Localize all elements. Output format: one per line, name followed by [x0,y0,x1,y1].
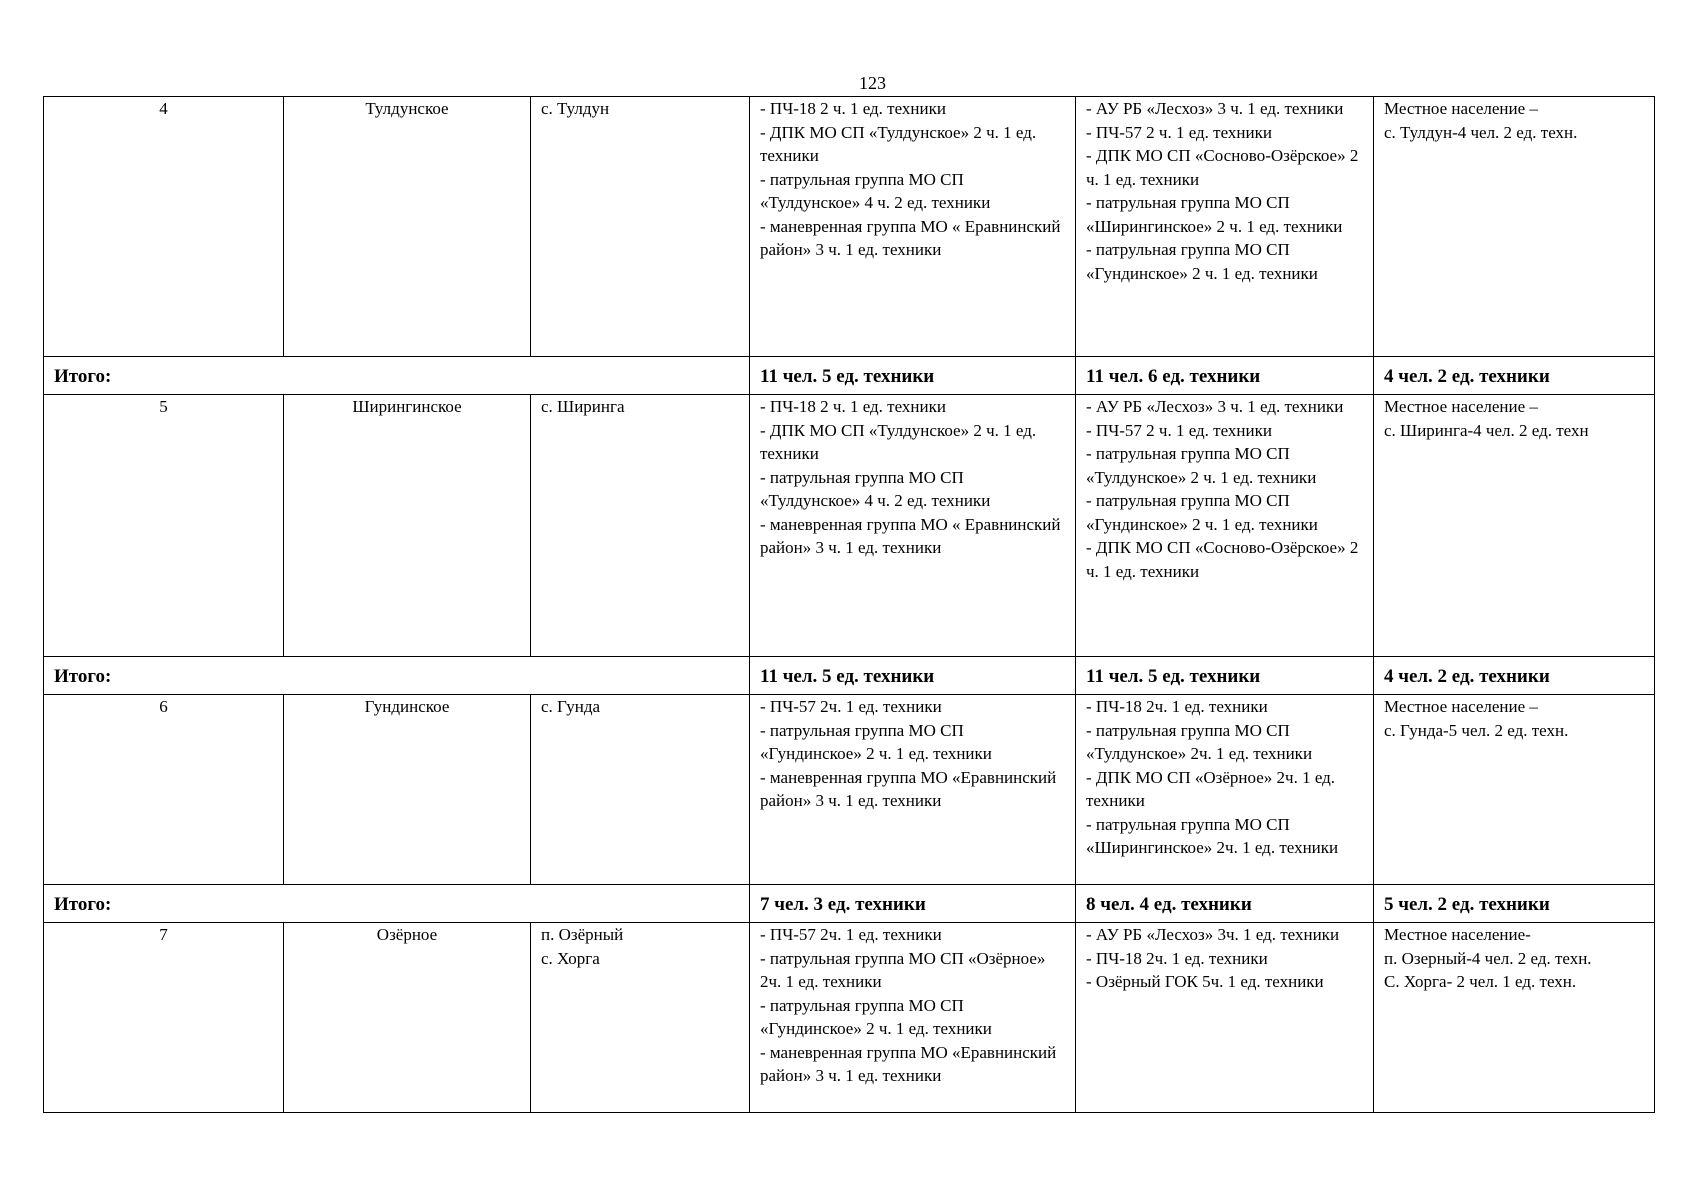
total-population: 4 чел. 2 ед. техники [1374,357,1655,395]
forces-table [43,96,1655,1113]
total-secondary: 8 чел. 4 ед. техники [1076,885,1374,923]
forces-primary-cell: - ПЧ-57 2ч. 1 ед. техники - патрульная группа МО СП «Озёрное» 2ч. 1 ед. техники - патрульная группа МО СП «Гундинское» 2 ч. 1 ед. техники - маневренная группа МО «Еравнинский район» 3 ч. 1 ед. техники [750,923,1076,1113]
row-number: 5 [44,395,284,657]
total-secondary: 11 чел. 5 ед. техники [1076,657,1374,695]
forces-secondary-cell: - ПЧ-18 2ч. 1 ед. техники - патрульная группа МО СП «Тулдунское» 2ч. 1 ед. техники - ДПК МО СП «Озёрное» 2ч. 1 ед. техники - патрульная группа МО СП «Ширингинское» 2ч. 1 ед. техники [1076,695,1374,885]
forces-primary-cell: - ПЧ-18 2 ч. 1 ед. техники - ДПК МО СП «Тулдунское» 2 ч. 1 ед. техники - патрульная группа МО СП «Тулдунское» 4 ч. 2 ед. техники - маневренная группа МО « Еравнинский район» 3 ч. 1 ед. техники [750,97,1076,357]
municipality-name: Ширингинское [284,395,531,657]
municipality-name: Гундинское [284,695,531,885]
settlement: с. Гунда [541,697,601,716]
population-cell: Местное население – с. Тулдун-4 чел. 2 ед. техн. [1374,97,1655,357]
total-primary: 7 чел. 3 ед. техники [750,885,1076,923]
page-number: 123 [859,73,886,93]
settlement: с. Тулдун [541,99,610,118]
settlements-cell [531,923,750,1113]
row-number: 6 [44,695,284,885]
population-cell: Местное население – с. Гунда-5 чел. 2 ед. техн. [1374,695,1655,885]
total-secondary: 11 чел. 6 ед. техники [1076,357,1374,395]
municipality-name: Тулдунское [284,97,531,357]
row-number: 7 [44,923,284,1113]
settlement: с. Ширинга [541,397,625,416]
settlements-cell [531,97,750,357]
total-label: Итого: [44,657,750,695]
total-row [44,357,1655,395]
municipality-name: Озёрное [284,923,531,1113]
settlements-cell [531,695,750,885]
total-population: 4 чел. 2 ед. техники [1374,657,1655,695]
total-population: 5 чел. 2 ед. техники [1374,885,1655,923]
settlement: с. Хорга [541,948,600,968]
total-primary: 11 чел. 5 ед. техники [750,357,1076,395]
forces-primary-cell: - ПЧ-18 2 ч. 1 ед. техники - ДПК МО СП «Тулдунское» 2 ч. 1 ед. техники - патрульная группа МО СП «Тулдунское» 4 ч. 2 ед. техники - маневренная группа МО « Еравнинский район» 3 ч. 1 ед. техники [750,395,1076,657]
population-cell: Местное население – с. Ширинга-4 чел. 2 ед. техн [1374,395,1655,657]
table-row [44,395,1655,657]
table-row [44,923,1655,1113]
forces-primary-cell: - ПЧ-57 2ч. 1 ед. техники - патрульная группа МО СП «Гундинское» 2 ч. 1 ед. техники - маневренная группа МО «Еравнинский район» 3 ч. 1 ед. техники [750,695,1076,885]
settlement: п. Озёрный [541,925,624,944]
total-row [44,885,1655,923]
total-label: Итого: [44,357,750,395]
settlements-cell [531,395,750,657]
table-row [44,695,1655,885]
row-number: 4 [44,97,284,357]
forces-secondary-cell: - АУ РБ «Лесхоз» 3 ч. 1 ед. техники - ПЧ-57 2 ч. 1 ед. техники - ДПК МО СП «Сосново-Озёрское» 2 ч. 1 ед. техники - патрульная группа МО СП «Ширингинское» 2 ч. 1 ед. техники - патрульная группа МО СП «Гундинское» 2 ч. 1 ед. техники [1076,97,1374,357]
forces-secondary-cell: - АУ РБ «Лесхоз» 3ч. 1 ед. техники - ПЧ-18 2ч. 1 ед. техники - Озёрный ГОК 5ч. 1 ед. техники [1076,923,1374,1113]
total-label: Итого: [44,885,750,923]
total-row [44,657,1655,695]
table-row [44,97,1655,357]
population-cell: Местное население- п. Озерный-4 чел. 2 ед. техн. С. Хорга- 2 чел. 1 ед. техн. [1374,923,1655,1113]
forces-secondary-cell: - АУ РБ «Лесхоз» 3 ч. 1 ед. техники - ПЧ-57 2 ч. 1 ед. техники - патрульная группа МО СП «Тулдунское» 2 ч. 1 ед. техники - патрульная группа МО СП «Гундинское» 2 ч. 1 ед. техники - ДПК МО СП «Сосново-Озёрское» 2 ч. 1 ед. техники [1076,395,1374,657]
total-primary: 11 чел. 5 ед. техники [750,657,1076,695]
